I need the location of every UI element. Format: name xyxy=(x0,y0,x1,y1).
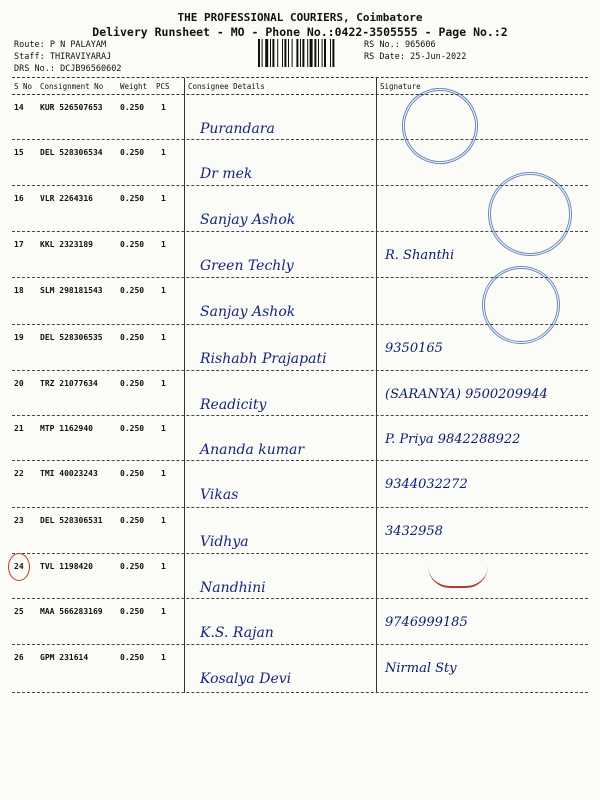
sno-cell: 23 xyxy=(14,516,24,525)
weight-cell: 0.250 xyxy=(120,424,145,433)
weight-cell: 0.250 xyxy=(120,194,145,203)
barcode-bar xyxy=(284,39,286,67)
consignment-cell: GPM 231614 xyxy=(40,653,89,662)
barcode-image xyxy=(258,39,358,67)
consignee-handwriting: Vikas xyxy=(200,487,239,503)
barcode-bar xyxy=(332,39,334,67)
barcode-bar xyxy=(258,39,260,67)
consignment-cell: TRZ 21077634 xyxy=(40,379,98,388)
consignee-handwriting: Kosalya Devi xyxy=(200,671,292,687)
pcs-cell: 1 xyxy=(161,562,166,571)
consignment-cell: KUR 526507653 xyxy=(40,103,103,112)
barcode-bar xyxy=(270,39,271,67)
barcode-bar xyxy=(262,39,263,67)
weight-cell: 0.250 xyxy=(120,653,145,662)
sno-cell: 17 xyxy=(14,240,24,249)
signature-handwriting: (SARANYA) 9500209944 xyxy=(385,387,548,402)
weight-cell: 0.250 xyxy=(120,379,145,388)
weight-cell: 0.250 xyxy=(120,516,145,525)
barcode-bar xyxy=(272,39,274,67)
pcs-cell: 1 xyxy=(161,286,166,295)
consignment-cell: DEL 528306531 xyxy=(40,516,103,525)
barcode-bar xyxy=(282,39,283,67)
consignee-handwriting: Vidhya xyxy=(200,534,249,550)
weight-cell: 0.250 xyxy=(120,333,145,342)
barcode-bar xyxy=(277,39,278,67)
barcode-bar xyxy=(310,39,313,67)
sno-cell: 16 xyxy=(14,194,24,203)
rs-date-label: RS Date: xyxy=(364,52,405,62)
table-row xyxy=(0,554,600,599)
consignee-handwriting: K.S. Rajan xyxy=(200,625,274,641)
col-consignee: Consignee Details xyxy=(188,82,265,91)
sno-cell: 18 xyxy=(14,286,24,295)
sno-cell: 15 xyxy=(14,148,24,157)
signature-handwriting: Nirmal Sty xyxy=(385,661,457,676)
consignment-cell: DEL 528306534 xyxy=(40,148,103,157)
row-divider xyxy=(12,692,588,693)
table-row xyxy=(0,461,600,508)
signature-handwriting: 9350165 xyxy=(385,341,443,356)
staff-line xyxy=(14,51,111,63)
drs-label: DRS No.: xyxy=(14,64,55,74)
signature-handwriting: 9746999185 xyxy=(385,615,468,630)
pcs-cell: 1 xyxy=(161,148,166,157)
col-weight: Weight xyxy=(120,82,148,91)
table-row xyxy=(0,371,600,416)
sno-cell: 24 xyxy=(14,562,24,571)
barcode-bar xyxy=(314,39,316,67)
consignment-cell: TMI 40023243 xyxy=(40,469,98,478)
consignee-handwriting: Readicity xyxy=(200,397,267,413)
route-line xyxy=(14,39,106,51)
weight-cell: 0.250 xyxy=(120,240,145,249)
rs-no-line xyxy=(364,39,436,51)
col-consignment: Consignment No xyxy=(40,82,104,91)
rs-date-line xyxy=(364,51,466,63)
stamp-seal xyxy=(488,172,572,256)
drs-line xyxy=(14,63,122,75)
consignment-cell: MAA 566283169 xyxy=(40,607,103,616)
red-circle-mark xyxy=(8,553,30,581)
route-value: P N PALAYAM xyxy=(49,40,107,50)
signature-handwriting: P. Priya 9842288922 xyxy=(385,432,521,447)
weight-cell: 0.250 xyxy=(120,286,145,295)
barcode-bar xyxy=(322,39,323,67)
pcs-cell: 1 xyxy=(161,194,166,203)
consignee-handwriting: Green Techly xyxy=(200,258,294,274)
pcs-cell: 1 xyxy=(161,516,166,525)
table-row xyxy=(0,416,600,461)
consignment-cell: TVL 1198420 xyxy=(40,562,93,571)
signature-handwriting: 3432958 xyxy=(385,524,443,539)
header-divider xyxy=(12,77,588,78)
drs-value: DCJB96560602 xyxy=(60,64,122,74)
pcs-cell: 1 xyxy=(161,424,166,433)
table-row xyxy=(0,95,600,140)
rs-no-value: 965606 xyxy=(404,40,436,50)
weight-cell: 0.250 xyxy=(120,469,145,478)
consignee-handwriting: Nandhini xyxy=(200,580,266,596)
col-signature: Signature xyxy=(380,82,421,91)
weight-cell: 0.250 xyxy=(120,148,145,157)
sno-cell: 25 xyxy=(14,607,24,616)
pcs-cell: 1 xyxy=(161,469,166,478)
pcs-cell: 1 xyxy=(161,333,166,342)
staff-label: Staff: xyxy=(14,52,45,62)
consignee-handwriting: Sanjay Ashok xyxy=(200,304,296,320)
rs-date-value: 25-Jun-2022 xyxy=(410,52,467,62)
barcode-bar xyxy=(307,39,308,67)
sno-cell: 19 xyxy=(14,333,24,342)
consignee-handwriting: Sanjay Ashok xyxy=(200,212,296,228)
barcode-bar xyxy=(330,39,331,67)
staff-value: THIRAVIYARAJ xyxy=(49,52,112,62)
pcs-cell: 1 xyxy=(161,607,166,616)
sno-cell: 14 xyxy=(14,103,24,112)
weight-cell: 0.250 xyxy=(120,607,145,616)
consignment-cell: KKL 2323189 xyxy=(40,240,93,249)
consignment-cell: SLM 298181543 xyxy=(40,286,103,295)
rs-no-label: RS No.: xyxy=(364,40,400,50)
barcode-bar xyxy=(318,39,319,67)
consignment-cell: VLR 2264316 xyxy=(40,194,93,203)
barcode-bar xyxy=(296,39,298,67)
consignee-handwriting: Purandara xyxy=(200,121,275,137)
pcs-cell: 1 xyxy=(161,379,166,388)
pcs-cell: 1 xyxy=(161,103,166,112)
sno-cell: 20 xyxy=(14,379,24,388)
document-subtitle: Delivery Runsheet - MO - Phone No.:0422-3505555 - Page No.:2 xyxy=(92,25,508,39)
consignee-handwriting: Ananda kumar xyxy=(200,442,305,458)
sno-cell: 26 xyxy=(14,653,24,662)
signature-handwriting: R. Shanthi xyxy=(385,248,455,263)
consignment-cell: DEL 528306535 xyxy=(40,333,103,342)
barcode-bar xyxy=(324,39,326,67)
barcode-bar xyxy=(292,39,293,67)
weight-cell: 0.250 xyxy=(120,562,145,571)
col-sno: S No xyxy=(14,82,33,91)
barcode-bar xyxy=(300,39,301,67)
consignee-handwriting: Rishabh Prajapati xyxy=(200,351,327,367)
pcs-cell: 1 xyxy=(161,240,166,249)
barcode-bar xyxy=(265,39,268,67)
table-row xyxy=(0,645,600,693)
barcode-bar xyxy=(288,39,289,67)
consignment-cell: MTP 1162940 xyxy=(40,424,93,433)
route-label: Route: xyxy=(14,40,45,50)
table-row xyxy=(0,599,600,645)
stamp-seal xyxy=(482,266,560,344)
document-title: THE PROFESSIONAL COURIERS, Coimbatore xyxy=(177,11,423,24)
pcs-cell: 1 xyxy=(161,653,166,662)
sno-cell: 21 xyxy=(14,424,24,433)
table-row xyxy=(0,508,600,554)
sno-cell: 22 xyxy=(14,469,24,478)
signature-handwriting: 9344032272 xyxy=(385,477,468,492)
col-pcs: PCS xyxy=(156,82,170,91)
barcode-bar xyxy=(302,39,304,67)
weight-cell: 0.250 xyxy=(120,103,145,112)
consignee-handwriting: Dr mek xyxy=(200,166,253,182)
